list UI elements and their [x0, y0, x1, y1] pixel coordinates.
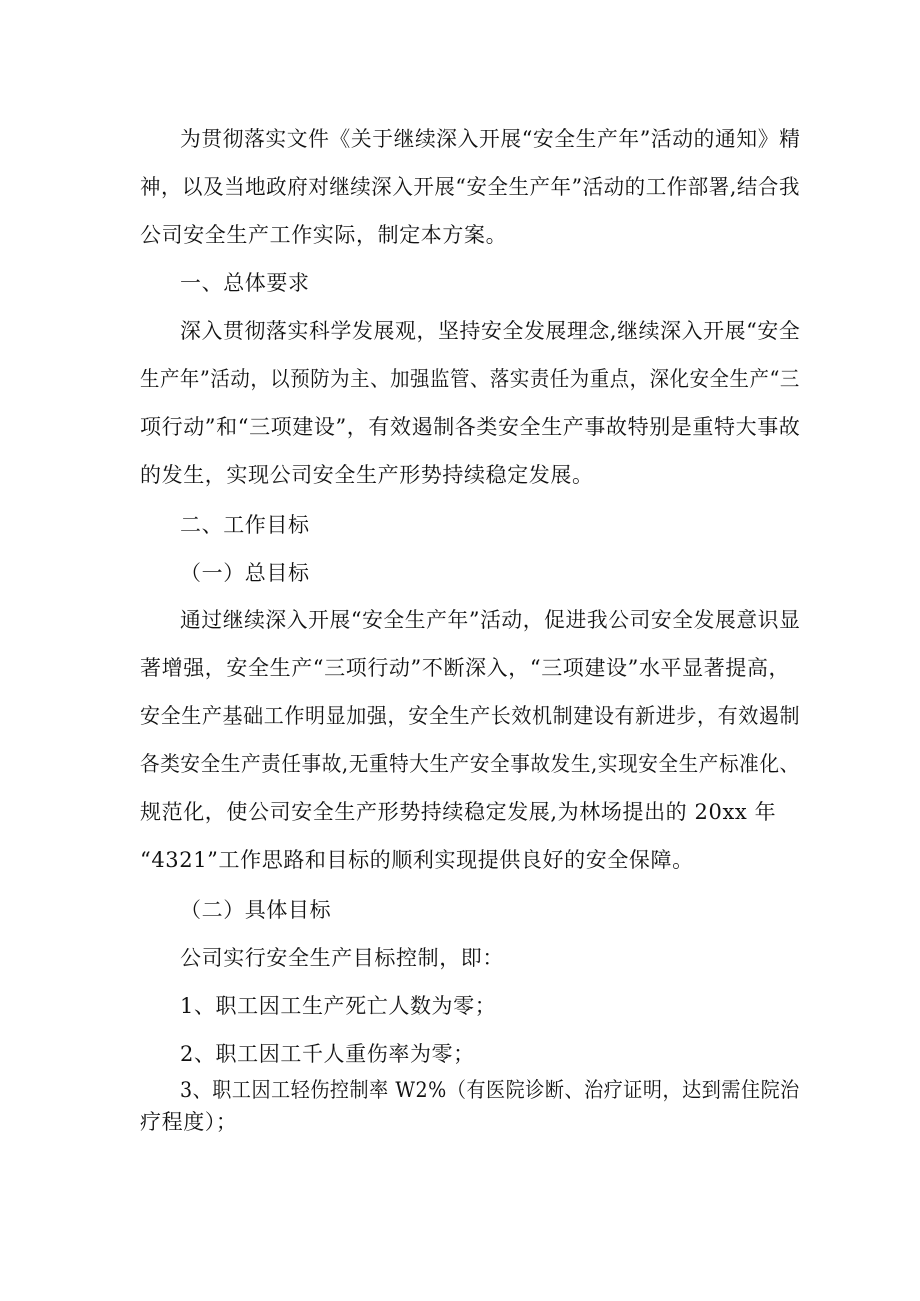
section-1-line-3: 项行动”和“三项建设”，有效遏制各类安全生产事故特别是重特大事故 [140, 415, 801, 439]
target-item-2: 2、职工因工千人重伤率为零； [180, 1042, 475, 1066]
subsection-1-line-2: 著增强，安全生产“三项行动”不断深入，“三项建设”水平显著提高， [140, 656, 791, 680]
subsection-1-heading: （一）总目标 [180, 561, 310, 585]
intro-line-1: 为贯彻落实文件《关于继续深入开展“安全生产年”活动的通知》精 [180, 127, 801, 151]
target-item-1: 1、职工因工生产死亡人数为零； [180, 994, 497, 1018]
intro-line-2: 神，以及当地政府对继续深入开展“安全生产年”活动的工作部署,结合我 [140, 175, 800, 199]
section-1-line-1: 深入贯彻落实科学发展观，坚持安全发展理念,继续深入开展“安全 [180, 319, 801, 343]
section-2-heading: 二、工作目标 [180, 513, 310, 537]
subsection-2-intro: 公司实行安全生产目标控制，即： [180, 946, 504, 970]
subsection-1-line-6: “4321”工作思路和目标的顺利实现提供良好的安全保障。 [140, 848, 694, 872]
section-1-heading: 一、总体要求 [180, 271, 310, 295]
subsection-1-line-4: 各类安全生产责任事故,无重特大生产安全事故发生,实现安全生产标准化、 [140, 752, 800, 776]
intro-line-3: 公司安全生产工作实际，制定本方案。 [140, 223, 508, 247]
section-1-line-2: 生产年”活动，以预防为主、加强监管、落实责任为重点，深化安全生产“三 [140, 367, 800, 391]
subsection-1-line-5: 规范化，使公司安全生产形势持续稳定发展,为林场提出的 20xx 年 [140, 800, 777, 824]
target-item-3-line-2: 疗程度）； [140, 1110, 238, 1134]
section-1-line-4: 的发生，实现公司安全生产形势持续稳定发展。 [140, 463, 594, 487]
target-item-3-line-1: 3、职工因工轻伤控制率 W2%（有医院诊断、治疗证明，达到需住院治 [180, 1078, 800, 1102]
subsection-2-heading: （二）具体目标 [180, 898, 332, 922]
subsection-1-line-3: 安全生产基础工作明显加强，安全生产长效机制建设有新进步，有效遏制 [140, 704, 801, 728]
subsection-1-line-1: 通过继续深入开展“安全生产年”活动，促进我公司安全发展意识显 [180, 608, 801, 632]
